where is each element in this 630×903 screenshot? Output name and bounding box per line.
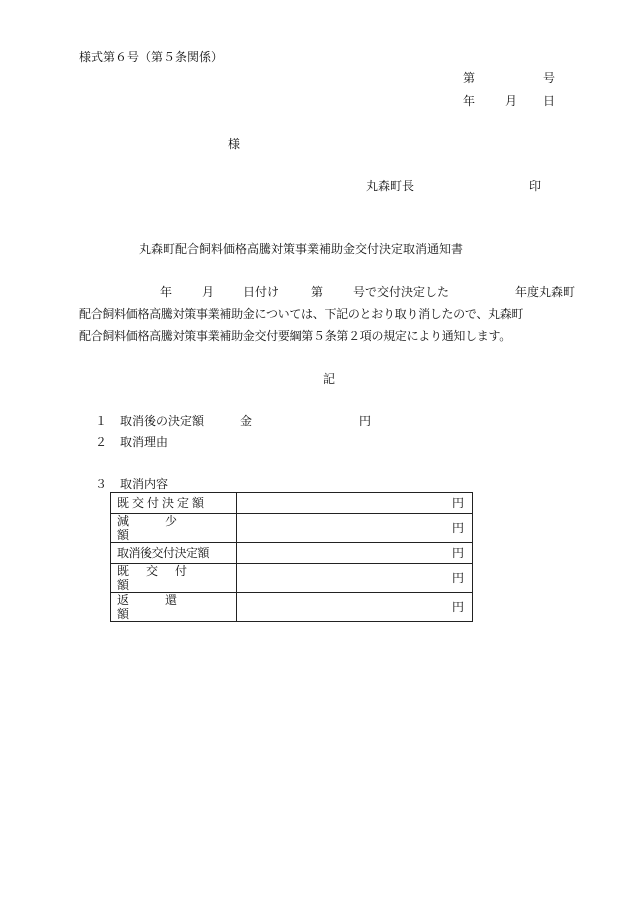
- table-row-unit: 円: [237, 493, 473, 514]
- body-line-2: 配合飼料価格高騰対策事業補助金については、下記のとおり取り消したので、丸森町: [79, 307, 524, 321]
- ki-heading: 記: [323, 372, 336, 386]
- table-row-unit: 円: [237, 564, 473, 593]
- table-row: [111, 493, 473, 514]
- body-month: 月: [202, 285, 215, 299]
- seal-mark: 印: [529, 179, 542, 193]
- form-number: 様式第６号（第５条関係）: [79, 50, 224, 64]
- body-no-prefix: 第: [311, 285, 324, 299]
- addressee-honorific: 様: [228, 137, 241, 151]
- item2-number: ２: [95, 435, 108, 449]
- table-row: [111, 593, 473, 622]
- item1-unit: 円: [359, 414, 372, 428]
- item1-label: 取消後の決定額: [120, 414, 205, 428]
- table-row-unit: 円: [237, 543, 473, 564]
- body-day-dated: 日付け: [243, 285, 280, 299]
- sender-title: 丸森町長: [366, 179, 415, 193]
- doc-number-suffix: 号: [543, 71, 556, 85]
- item3-number: ３: [95, 477, 108, 491]
- table-row-unit: 円: [237, 514, 473, 543]
- item3-label: 取消内容: [120, 477, 169, 491]
- table-row-label: 取消後交付決定額: [111, 543, 237, 564]
- doc-number-prefix: 第: [463, 71, 476, 85]
- item1-number: １: [95, 414, 108, 428]
- date-month: 月: [505, 94, 518, 108]
- body-decision-text: 号で交付決定した: [353, 285, 450, 299]
- date-day: 日: [543, 94, 556, 108]
- cancellation-table: [110, 492, 473, 622]
- body-fiscal-year-town: 年度丸森町: [515, 285, 576, 299]
- item1-prefix: 金: [240, 414, 253, 428]
- table-row-label: 減少額: [111, 514, 237, 543]
- table-row: [111, 564, 473, 593]
- table-row-unit: 円: [237, 593, 473, 622]
- table-row: [111, 543, 473, 564]
- table-row: [111, 514, 473, 543]
- body-line-3: 配合飼料価格高騰対策事業補助金交付要綱第５条第２項の規定により通知します。: [79, 329, 511, 343]
- table-row-label: 返還額: [111, 593, 237, 622]
- document-title: 丸森町配合飼料価格高騰対策事業補助金交付決定取消通知書: [139, 242, 464, 256]
- table-row-label: 既交付決定額: [111, 493, 237, 514]
- table-row-label: 既交付額: [111, 564, 237, 593]
- body-year: 年: [160, 285, 173, 299]
- date-year: 年: [463, 94, 476, 108]
- item2-label: 取消理由: [120, 435, 169, 449]
